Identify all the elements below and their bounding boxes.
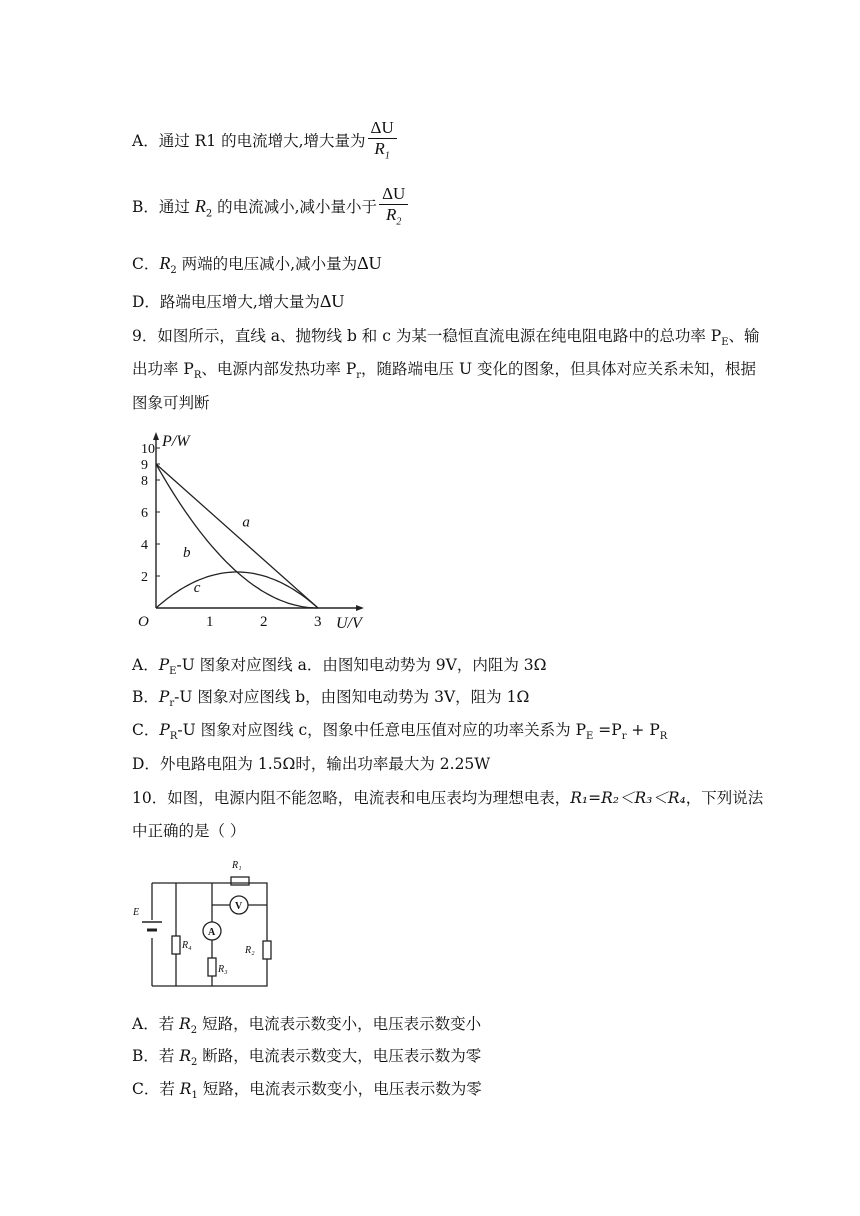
chart-labels [161, 433, 364, 632]
option-text: -U 图象对应图线 c，图象中任意电压值对应的功率关系为 P [177, 721, 587, 739]
x-tick-label: 2 [260, 614, 268, 630]
option-text: B．若 [132, 1047, 180, 1065]
ammeter-label: A [208, 927, 216, 938]
q9-option-d: D．外电路电阻为 1.5Ω时，输出功率最大为 2.25W [132, 755, 491, 773]
q10-option-a [132, 1013, 481, 1042]
x-axis-label: U/V [336, 615, 362, 632]
q9-option-b: B．$P_r-U$ 图象对应图线 b，由图知电动势为 3V，阻为 1Ω [132, 688, 530, 710]
delta-u: ΔU [319, 291, 345, 311]
y-tick-label: 6 [141, 506, 148, 521]
q9-stem-line-3: 图象可判断 [132, 394, 210, 412]
option-text: 短路，电流表示数变小，电压表示数变小 [197, 1015, 482, 1033]
q10-option-c [132, 1078, 482, 1107]
option-text: 短路，电流表示数变小，电压表示数为零 [197, 1080, 482, 1098]
q8-option-c [132, 252, 382, 282]
voltmeter-label: V [235, 901, 243, 912]
y-tick-label: 4 [141, 538, 148, 553]
q10-option-b [132, 1045, 481, 1074]
subscript: R [169, 731, 178, 743]
stem-text: ，下列说法 [685, 789, 764, 807]
y-tick-label: 9 [141, 458, 148, 473]
subscript: 1 [384, 150, 390, 162]
fraction-denominator: R [374, 139, 385, 158]
label-r2: R₂ [245, 945, 255, 956]
q9-option-c: C．$P_R-U$ 图象对应图线 c，图象中任意电压值对应的功率关系为 $P_E =P_r + P_R$ [132, 721, 668, 743]
variable: P [159, 721, 170, 739]
q10-stem-line-1 [132, 787, 763, 809]
x-tick-label: O [138, 614, 149, 630]
subscript: 2 [396, 216, 402, 228]
fraction-denominator: R [385, 205, 397, 224]
subscript: 2 [170, 265, 177, 277]
series-c-line [156, 572, 318, 608]
subscript: 2 [205, 208, 213, 220]
option-text: A．通过 R1 的电流增大,增大量为 [132, 132, 366, 151]
y-axis-arrow [153, 432, 159, 440]
stem-text: 9．如图所示，直线 a、抛物线 b 和 c 为某一稳恒直流电源在纯电阻电路中的总功率 P [132, 327, 722, 345]
q8-option-b [132, 184, 410, 232]
q10-stem-line-2: 中正确的是（ ） [132, 822, 246, 840]
x-axis-arrow [356, 605, 364, 611]
variable: P [158, 656, 170, 674]
subscript: 2 [190, 1025, 198, 1037]
variable: R [159, 253, 171, 273]
stem-text: 10．如图，电源内阻不能忽略，电流表和电压表均为理想电表， [132, 789, 571, 807]
option-text: 两端的电压减小,减小量为 [176, 255, 358, 273]
subscript: r [621, 731, 627, 743]
option-text: 断路，电流表示数变大，电压表示数为零 [197, 1047, 482, 1065]
circuit-wires [142, 877, 271, 986]
subscript: r [356, 370, 362, 382]
chart-ticks [138, 442, 322, 630]
chart-axes [153, 432, 364, 611]
option-text: -U 图象对应图线 b，由图知电动势为 3V，阻为 1Ω [174, 688, 530, 706]
fraction [368, 118, 397, 166]
resistor-condition: R₁=R₂＜R₃＜R₄ [570, 789, 686, 807]
subscript: E [169, 666, 177, 678]
subscript: E [721, 337, 729, 349]
subscript: R [659, 731, 668, 743]
q9-stem-line-1 [132, 325, 760, 354]
series-label-a: a [242, 514, 250, 531]
option-text: 的电流减小,减小量小于 [212, 198, 378, 217]
x-tick-label: 1 [206, 614, 214, 630]
label-r1: R₁ [232, 860, 242, 871]
variable: R [179, 1047, 191, 1065]
y-tick-label: 2 [141, 570, 148, 585]
variable: R [194, 196, 206, 217]
fraction [379, 184, 408, 232]
stem-text: 、输 [728, 327, 760, 345]
stem-text: ，随路端电压 U 变化的图象，但具体对应关系未知，根据 [361, 360, 756, 378]
fraction-numerator: ΔU [379, 184, 408, 205]
series-label-b: b [183, 544, 191, 561]
x-tick-label: 3 [314, 614, 322, 630]
option-text: -U 图象对应图线 a．由图知电动势为 9V，内阻为 3Ω [176, 656, 547, 674]
subscript: 2 [191, 1057, 198, 1069]
stem-text: 出功率 P [132, 360, 194, 378]
label-r3: R₃ [218, 964, 228, 975]
circuit-diagram [128, 856, 308, 992]
delta-u: ΔU [357, 253, 382, 273]
label-r4: R₄ [182, 940, 192, 951]
label-e: E [133, 907, 140, 918]
q8-option-d [132, 290, 344, 313]
variable: P [158, 688, 170, 706]
stem-text: 、电源内部发热功率 P [201, 360, 357, 378]
y-tick-label: 10 [141, 442, 155, 457]
option-text: B．通过 [132, 198, 195, 217]
series-label-c: c [193, 580, 201, 596]
y-tick-label: 8 [141, 474, 148, 489]
subscript: r [169, 698, 175, 710]
option-text: =P [593, 721, 622, 739]
variable: R [179, 1015, 191, 1033]
option-text: C． [132, 255, 160, 273]
subscript: E [586, 731, 594, 743]
series-a-line [156, 464, 318, 608]
fraction-numerator: ΔU [368, 118, 397, 139]
option-text: C．若 [132, 1080, 180, 1098]
variable: R [179, 1080, 192, 1098]
subscript: 1 [191, 1090, 198, 1102]
option-text: D．路端电压增大,增大量为 [132, 293, 320, 311]
chart-series [156, 464, 318, 608]
power-voltage-chart [124, 428, 362, 638]
q9-option-a: A．$P_E-U$ 图象对应图线 a．由图知电动势为 9V，内阻为 3Ω [132, 656, 547, 678]
option-text: + P [626, 721, 660, 739]
q8-option-a [132, 118, 399, 166]
option-text: A．若 [132, 1015, 180, 1033]
subscript: R [193, 370, 202, 382]
q9-stem-line-2 [132, 358, 756, 387]
y-axis-label: P/W [162, 433, 190, 450]
